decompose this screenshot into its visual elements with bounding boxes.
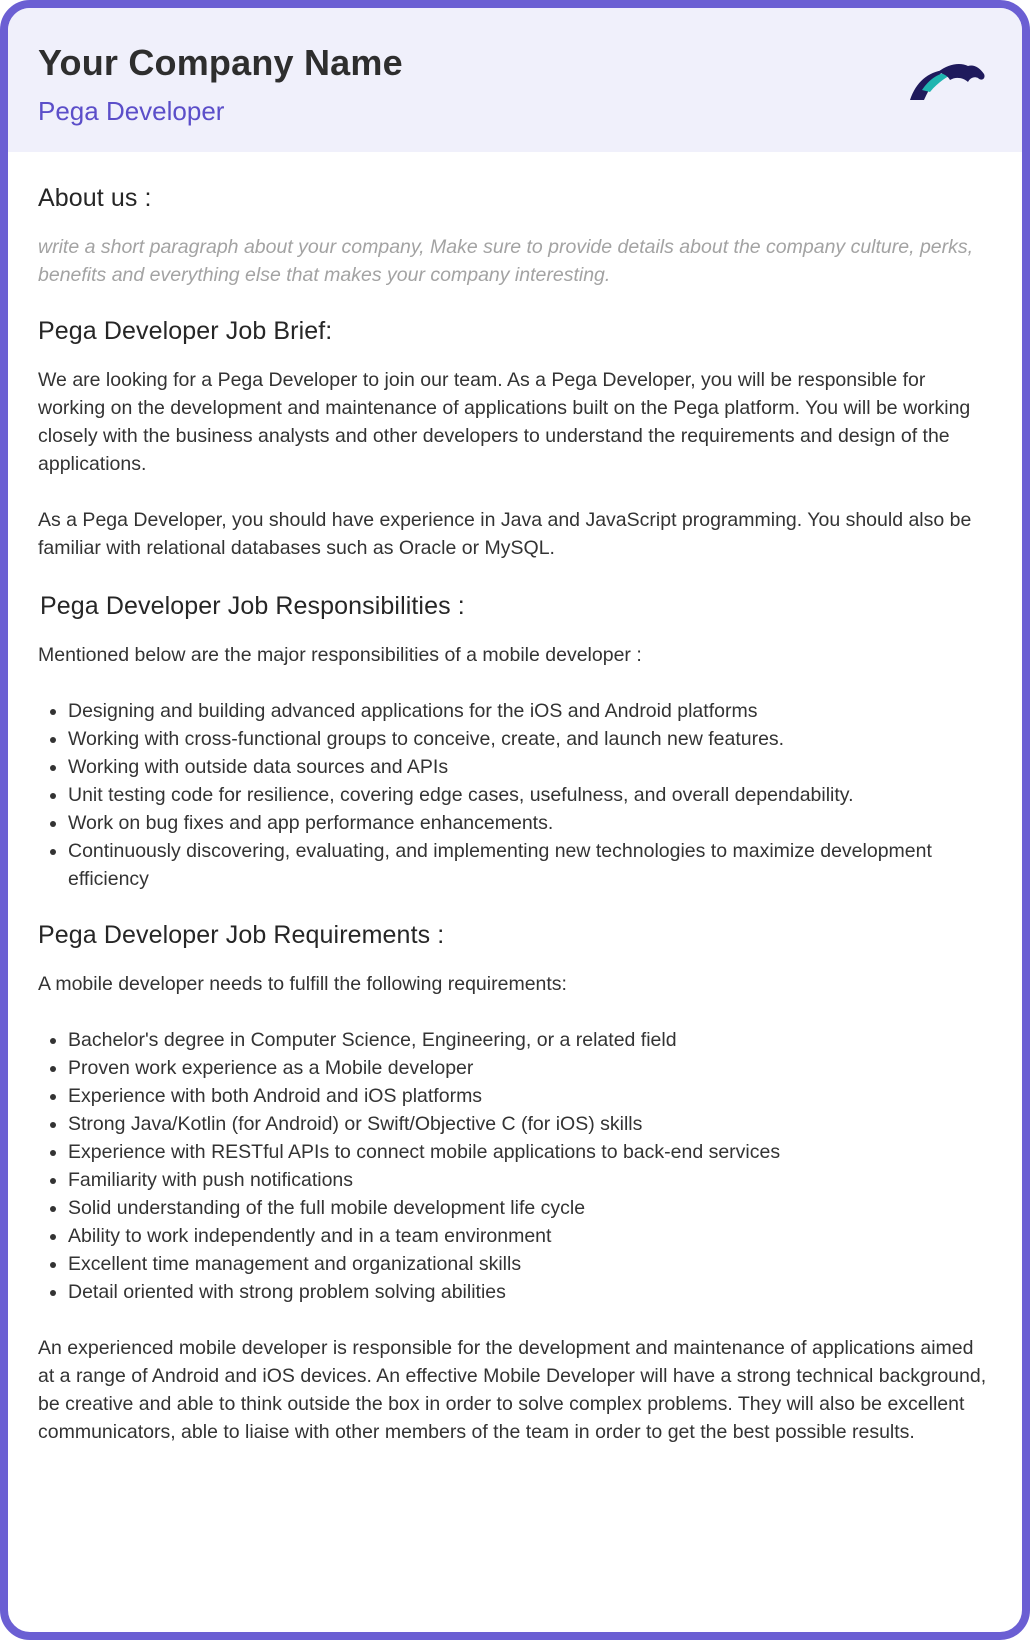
responsibilities-list	[38, 697, 992, 893]
list-item: • Ability to work independently and in a team environment	[68, 1222, 992, 1250]
about-text: write a short paragraph about your company, Make sure to provide details about the company culture, perks, benefits and everything else that makes your company interesting.	[38, 236, 974, 286]
list-item: • Experience with RESTful APIs to connect mobile applications to back-end services	[68, 1138, 992, 1166]
closing-paragraph: An experienced mobile developer is responsible for the development and maintenance of applications aimed at a range of Android and iOS devices. An effective Mobile Developer will have a strong technical background, be creative and able to think outside the box in order to solve complex problems. They will also be excellent communicators, able to liaise with other members of the team in order to get the best possible results.	[38, 1337, 987, 1443]
list-item: • Unit testing code for resilience, covering edge cases, usefulness, and overall dependability.	[68, 781, 992, 809]
list-item: • Working with outside data sources and APIs	[68, 753, 992, 781]
responsibilities-intro: Mentioned below are the major responsibilities of a mobile developer :	[38, 644, 642, 666]
header	[8, 8, 1022, 152]
list-item: • Experience with both Android and iOS platforms	[68, 1082, 992, 1110]
list-item: • Bachelor's degree in Computer Science, Engineering, or a related field	[68, 1026, 992, 1054]
requirements-heading: Pega Developer Job Requirements :	[38, 921, 445, 949]
brief-heading: Pega Developer Job Brief:	[38, 317, 333, 345]
list-item: • Continuously discovering, evaluating, and implementing new technologies to maximize development efficiency	[68, 837, 992, 893]
requirements-intro: A mobile developer needs to fulfill the following requirements:	[38, 973, 567, 995]
list-item: • Detail oriented with strong problem solving abilities	[68, 1278, 992, 1306]
brief-paragraph: We are looking for a Pega Developer to join our team. As a Pega Developer, you will be responsible for working on the development and maintenance of applications built on the Pega platform. You will be working closely with the business analysts and other developers to understand the requirements and design of the applications.	[38, 369, 971, 475]
company-name: Your Company Name	[38, 42, 403, 83]
role-title: Pega Developer	[38, 96, 225, 126]
list-item: • Solid understanding of the full mobile development life cycle	[68, 1194, 992, 1222]
bird-wing-logo-icon	[908, 60, 988, 102]
list-item: • Strong Java/Kotlin (for Android) or Swift/Objective C (for iOS) skills	[68, 1110, 992, 1138]
list-item: • Designing and building advanced applications for the iOS and Android platforms	[68, 697, 992, 725]
list-item: • Proven work experience as a Mobile developer	[68, 1054, 992, 1082]
about-heading: About us :	[38, 184, 152, 212]
requirements-list	[38, 1026, 992, 1306]
responsibilities-heading: Pega Developer Job Responsibilities :	[40, 592, 465, 620]
list-item: • Familiarity with push notifications	[68, 1166, 992, 1194]
content	[8, 184, 1022, 1446]
list-item: • Excellent time management and organizational skills	[68, 1250, 992, 1278]
list-item: • Working with cross-functional groups to conceive, create, and launch new features.	[68, 725, 992, 753]
list-item: • Work on bug fixes and app performance enhancements.	[68, 809, 992, 837]
brief-paragraph: As a Pega Developer, you should have experience in Java and JavaScript programming. You should also be familiar with relational databases such as Oracle or MySQL.	[38, 509, 972, 559]
